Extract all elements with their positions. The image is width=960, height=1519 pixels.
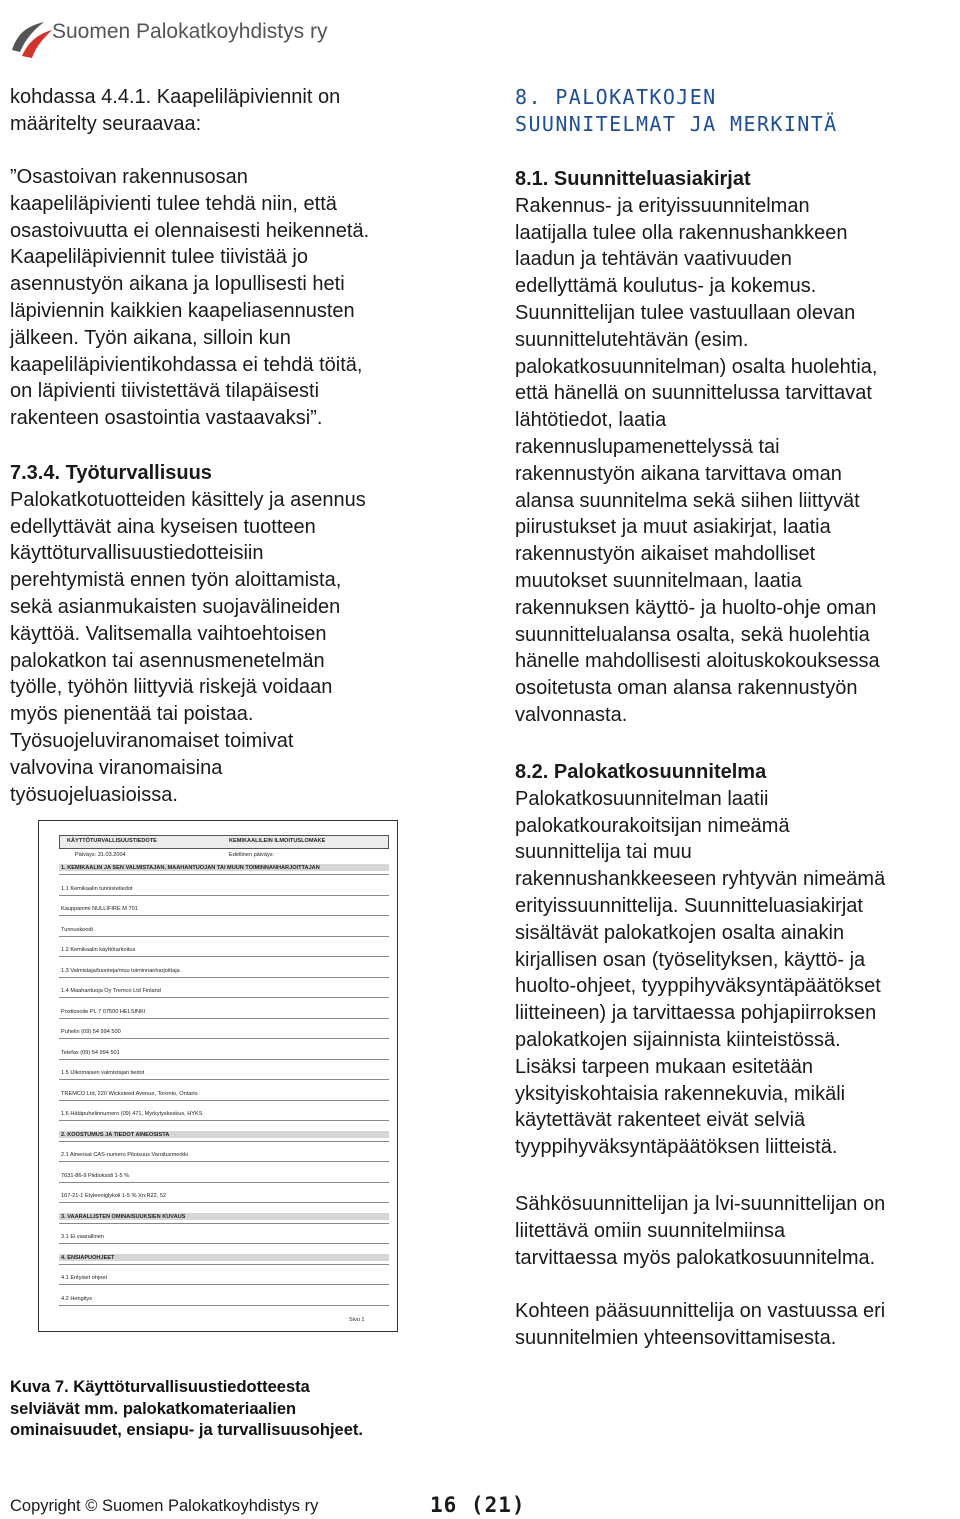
datasheet-row: 4. ENSIAPUOHJEET	[61, 1254, 115, 1261]
section-82-line: palokatkourakoitsijan nimeämä	[515, 814, 790, 837]
quote-line: rakenteen osastointia vastaavaksi”.	[10, 407, 323, 430]
section-81-line: alansa suunnitelma sekä siihen liittyvät	[515, 489, 860, 512]
datasheet-row: Kauppanimi NULLIFIRE M 701	[61, 906, 138, 912]
footer-copyright: Copyright © Suomen Palokatkoyhdistys ry	[10, 1497, 319, 1515]
section-line: Työsuojeluviranomaiset toimivat	[10, 729, 294, 752]
electrical-paragraph	[515, 1191, 955, 1271]
section-82-line: kirjallisen osan (työselityksen, käyttö- ja	[515, 948, 866, 971]
footer-page-number: 16 (21)	[430, 1493, 526, 1517]
intro-paragraph	[10, 84, 450, 138]
section-line: käyttöturvallisuustiedotteisiin	[10, 542, 264, 565]
quote-line: on läpivienti tiivistettävä tilapäisesti	[10, 380, 320, 403]
section-82-line: Lisäksi tarpeen mukaan esitetään	[515, 1055, 813, 1078]
section-81-line: laadun ja tehtävän vaativuuden	[515, 248, 792, 271]
section-81-line: rakennuslupamenettelyssä tai	[515, 435, 780, 458]
main-designer-line: suunnitelmien yhteensovittamisesta.	[515, 1326, 837, 1349]
quote-line: jälkeen. Työn aikana, silloin kun	[10, 326, 291, 349]
datasheet-row: 1.4 Maahantuoja Oy Tremco Ltd Finland	[61, 988, 161, 994]
logo-text: Suomen Palokatkoyhdistys ry	[52, 20, 328, 43]
datasheet-rule	[59, 956, 389, 957]
datasheet-row: 3.1 Ei vaarallinen	[61, 1234, 104, 1240]
datasheet-rule	[59, 997, 389, 998]
section-81-line: piirustukset ja muut asiakirjat, laatia	[515, 516, 831, 539]
section-82-line: käytettävät rakenteet eivät selviä	[515, 1109, 806, 1132]
datasheet-row: 7631-86-9 Piidioksidi 1-5 %	[61, 1172, 130, 1179]
section-line: palokatkon tai asennusmenetelmän	[10, 649, 325, 672]
datasheet-date-left: Päiväys: 31.03.2004	[75, 852, 126, 858]
datasheet-row: Tunnuskoodi	[61, 926, 93, 933]
section-81-line: valvonnasta.	[515, 703, 628, 726]
datasheet-rule	[59, 977, 389, 978]
caption-line: ominaisuudet, ensiapu- ja turvallisuusohjeet.	[10, 1421, 363, 1439]
quote-line: osastoivuutta ei olennaisesti heikennetä.	[10, 219, 370, 242]
intro-line: määritelty seuraavaa:	[10, 112, 202, 135]
datasheet-rule	[59, 1202, 389, 1203]
datasheet-page-label: Sivu 1	[349, 1317, 365, 1323]
section-81-line: suunnittelualansa osalta, sekä huolehtia	[515, 623, 870, 646]
section-81-line: osoitetusta oman alansa rakennustyön	[515, 677, 858, 700]
section-81-line: laatijalla tulee olla rakennushankkeen	[515, 221, 848, 244]
section-81	[515, 166, 955, 729]
figure-caption	[10, 1377, 450, 1442]
datasheet-rule	[59, 874, 389, 875]
datasheet-rule	[59, 1182, 389, 1183]
datasheet-row: 107-21-1 Etyleeniglykoli 1-5 % Xn;R22, 52	[61, 1193, 167, 1199]
chapter-heading-line: SUUNNITELMAT JA MERKINTÄ	[515, 112, 838, 136]
section-line: Palokatkotuotteiden käsittely ja asennus	[10, 488, 366, 511]
datasheet-rule	[59, 1059, 389, 1060]
section-82	[515, 759, 955, 1161]
datasheet-rule	[59, 895, 389, 896]
datasheet-title-right: KEMIKAALILEIN ILMOITUSLOMAKE	[229, 838, 326, 844]
quote-line: läpiviennin kaikkien kaapeliasennusten	[10, 299, 355, 322]
section-734	[10, 460, 450, 808]
section-81-line: hänelle mahdollisesti aloituskokouksessa	[515, 650, 880, 673]
section-81-line: rakennustyön aikaiset mahdolliset	[515, 543, 816, 566]
section-81-line: lähtötiedot, laatia	[515, 409, 667, 432]
caption-line: Kuva 7. Käyttöturvallisuustiedotteesta	[10, 1378, 310, 1396]
datasheet-row: 3. VAARALLISTEN OMINAISUUKSIEN KUVAUS	[61, 1213, 186, 1220]
quote-line: kaapeliläpivienti tulee tehdä niin, että	[10, 192, 337, 215]
datasheet-row: 4.2 Hengitys	[61, 1295, 93, 1302]
electrical-line: tarvittaessa myös palokatkosuunnitelma.	[515, 1246, 876, 1269]
datasheet-rule	[59, 1284, 389, 1285]
datasheet-title-left: KÄYTTÖTURVALLISUUSTIEDOTE	[67, 838, 157, 844]
datasheet-row: 2.1 Aineosat CAS-numero Pitoisuus Varoitusmerkki	[61, 1152, 189, 1158]
section-81-line: rakennuksen käyttö- ja huolto-ohje oman	[515, 596, 877, 619]
datasheet-row: 2. KOOSTUMUS JA TIEDOT AINEOSISTA	[61, 1131, 170, 1138]
datasheet-rule	[59, 1243, 389, 1244]
quote-line: kaapeliläpivientikohdassa ei tehdä töitä,	[10, 353, 363, 376]
datasheet-rule	[59, 936, 389, 937]
datasheet-row: 1.1 Kemikaalin tunnistetiedot	[61, 885, 133, 892]
section-line: myös pienentää tai poistaa.	[10, 703, 254, 726]
datasheet-rule	[59, 1018, 389, 1019]
datasheet-rule	[59, 1223, 389, 1224]
safety-datasheet-image	[38, 820, 398, 1332]
section-82-line: huolto-ohjeet, tyyppihyväksyntäpäätökset	[515, 975, 881, 998]
electrical-line: Sähkösuunnittelijan ja lvi-suunnittelijan on	[515, 1193, 886, 1215]
chapter-heading-line: 8. PALOKATKOJEN	[515, 85, 717, 109]
datasheet-rule	[59, 1141, 389, 1142]
section-81-line: suunnittelutehtävän (esim.	[515, 328, 749, 351]
section-82-line: yksityiskohtaisia rakennekuvia, mikäli	[515, 1082, 846, 1105]
electrical-line: liitettävä omiin suunnitelmiinsa	[515, 1219, 786, 1242]
section-82-line: liitteineen) ja tarvittaessa pohjapiirroksen	[515, 1002, 877, 1025]
datasheet-date-right: Edellinen päiväys:	[229, 852, 275, 858]
datasheet-rule	[59, 1100, 389, 1101]
datasheet-row: Postiosoite PL 7 07500 HELSINKI	[61, 1008, 146, 1015]
datasheet-rule	[59, 1120, 389, 1121]
datasheet-row: 1.2 Kemikaalin käyttötarkoitus	[61, 947, 136, 953]
datasheet-rule	[59, 1038, 389, 1039]
section-heading: 7.3.4. Työturvallisuus	[10, 462, 212, 484]
datasheet-rule	[59, 915, 389, 916]
datasheet-row: 1. KEMIKAALIN JA SEN VALMISTAJAN, MAAHANTUOJAN TAI MUUN TOIMINNANHARJOITTAJAN	[61, 865, 320, 871]
section-81-line: että hänellä on suunnittelussa tarvittavat	[515, 382, 872, 405]
datasheet-row: 1.5 Ulkomaisen valmistajan tiedot	[61, 1070, 145, 1076]
section-82-heading: 8.2. Palokatkosuunnitelma	[515, 761, 767, 783]
datasheet-row: TREMCO Ltd, 220 Wicksteed Avenue, Toronto, Ontario	[61, 1090, 198, 1097]
section-line: perehtymistä ennen työn aloittamista,	[10, 569, 342, 592]
quote-line: asennustyön aikana ja lopullisesti heti	[10, 273, 345, 296]
section-line: valvovina viranomaisina	[10, 756, 223, 779]
caption-line: selviävät mm. palokatkomateriaalien	[10, 1399, 297, 1418]
section-82-line: Palokatkosuunnitelman laatii	[515, 787, 769, 810]
datasheet-row: 1.3 Valmistaja/tuonteja/muu toiminnanharjoittaja	[61, 967, 180, 974]
datasheet-row: 4.1 Erityiset ohjeet	[61, 1275, 108, 1281]
section-line: käyttöä. Valitsemalla vaihtoehtoisen	[10, 622, 327, 645]
logo-mark-icon	[8, 16, 56, 62]
chapter-8-heading	[515, 84, 955, 138]
section-81-line: edellyttämä koulutus- ja kokemus.	[515, 275, 817, 298]
section-81-heading: 8.1. Suunnitteluasiakirjat	[515, 168, 751, 190]
datasheet-row: Puhelin (09) 54 994 500	[61, 1029, 121, 1035]
section-81-line: Rakennus- ja erityissuunnitelman	[515, 194, 810, 217]
section-81-line: rakennustyön aikana tarvittava oman	[515, 462, 842, 485]
datasheet-row: 1.6 Hätäpuhelinnumero (09) 471, Myrkytyskeskus, HYKS	[61, 1111, 203, 1117]
datasheet-rule	[59, 1079, 389, 1080]
section-line: edellyttävät aina kyseisen tuotteen	[10, 515, 316, 538]
main-designer-line: Kohteen pääsuunnittelija on vastuussa eri	[515, 1300, 886, 1322]
quote-paragraph	[10, 164, 450, 432]
main-designer-paragraph	[515, 1298, 955, 1352]
section-82-line: sisältävät palokatkojen osalta ainakin	[515, 921, 845, 944]
section-82-line: tyyppihyväksyntäpäätöksen liitteistä.	[515, 1136, 838, 1159]
section-81-line: palokatkosuunnitelman) osalta huolehtia,	[515, 355, 878, 378]
section-line: sekä asianmukaisten suojavälineiden	[10, 595, 341, 618]
section-81-line: Suunnittelijan tulee vastuullaan olevan	[515, 301, 856, 324]
quote-line: Kaapeliläpiviennit tulee tiivistää jo	[10, 246, 308, 269]
section-82-line: palokatkojen sijainnista kiinteistössä.	[515, 1028, 841, 1051]
section-82-line: suunnittelija tai muu	[515, 841, 692, 864]
section-82-line: rakennushankkeeseen ryhtyvän nimeämä	[515, 868, 886, 891]
intro-line: kohdassa 4.4.1. Kaapeliläpiviennit on	[10, 86, 341, 108]
quote-line: ”Osastoivan rakennusosan	[10, 166, 248, 188]
datasheet-rule	[59, 1264, 389, 1265]
datasheet-row: Telefax (09) 54 994 501	[61, 1049, 120, 1056]
section-line: työlle, työhön liittyviä riskejä voidaan	[10, 676, 333, 699]
section-line: työsuojeluasioissa.	[10, 783, 178, 806]
section-82-line: erityissuunnittelija. Suunnitteluasiakirjat	[515, 894, 863, 917]
section-81-line: muutokset suunnitelmaan, laatia	[515, 569, 802, 592]
datasheet-rule	[59, 1161, 389, 1162]
datasheet-rule	[59, 1305, 389, 1306]
